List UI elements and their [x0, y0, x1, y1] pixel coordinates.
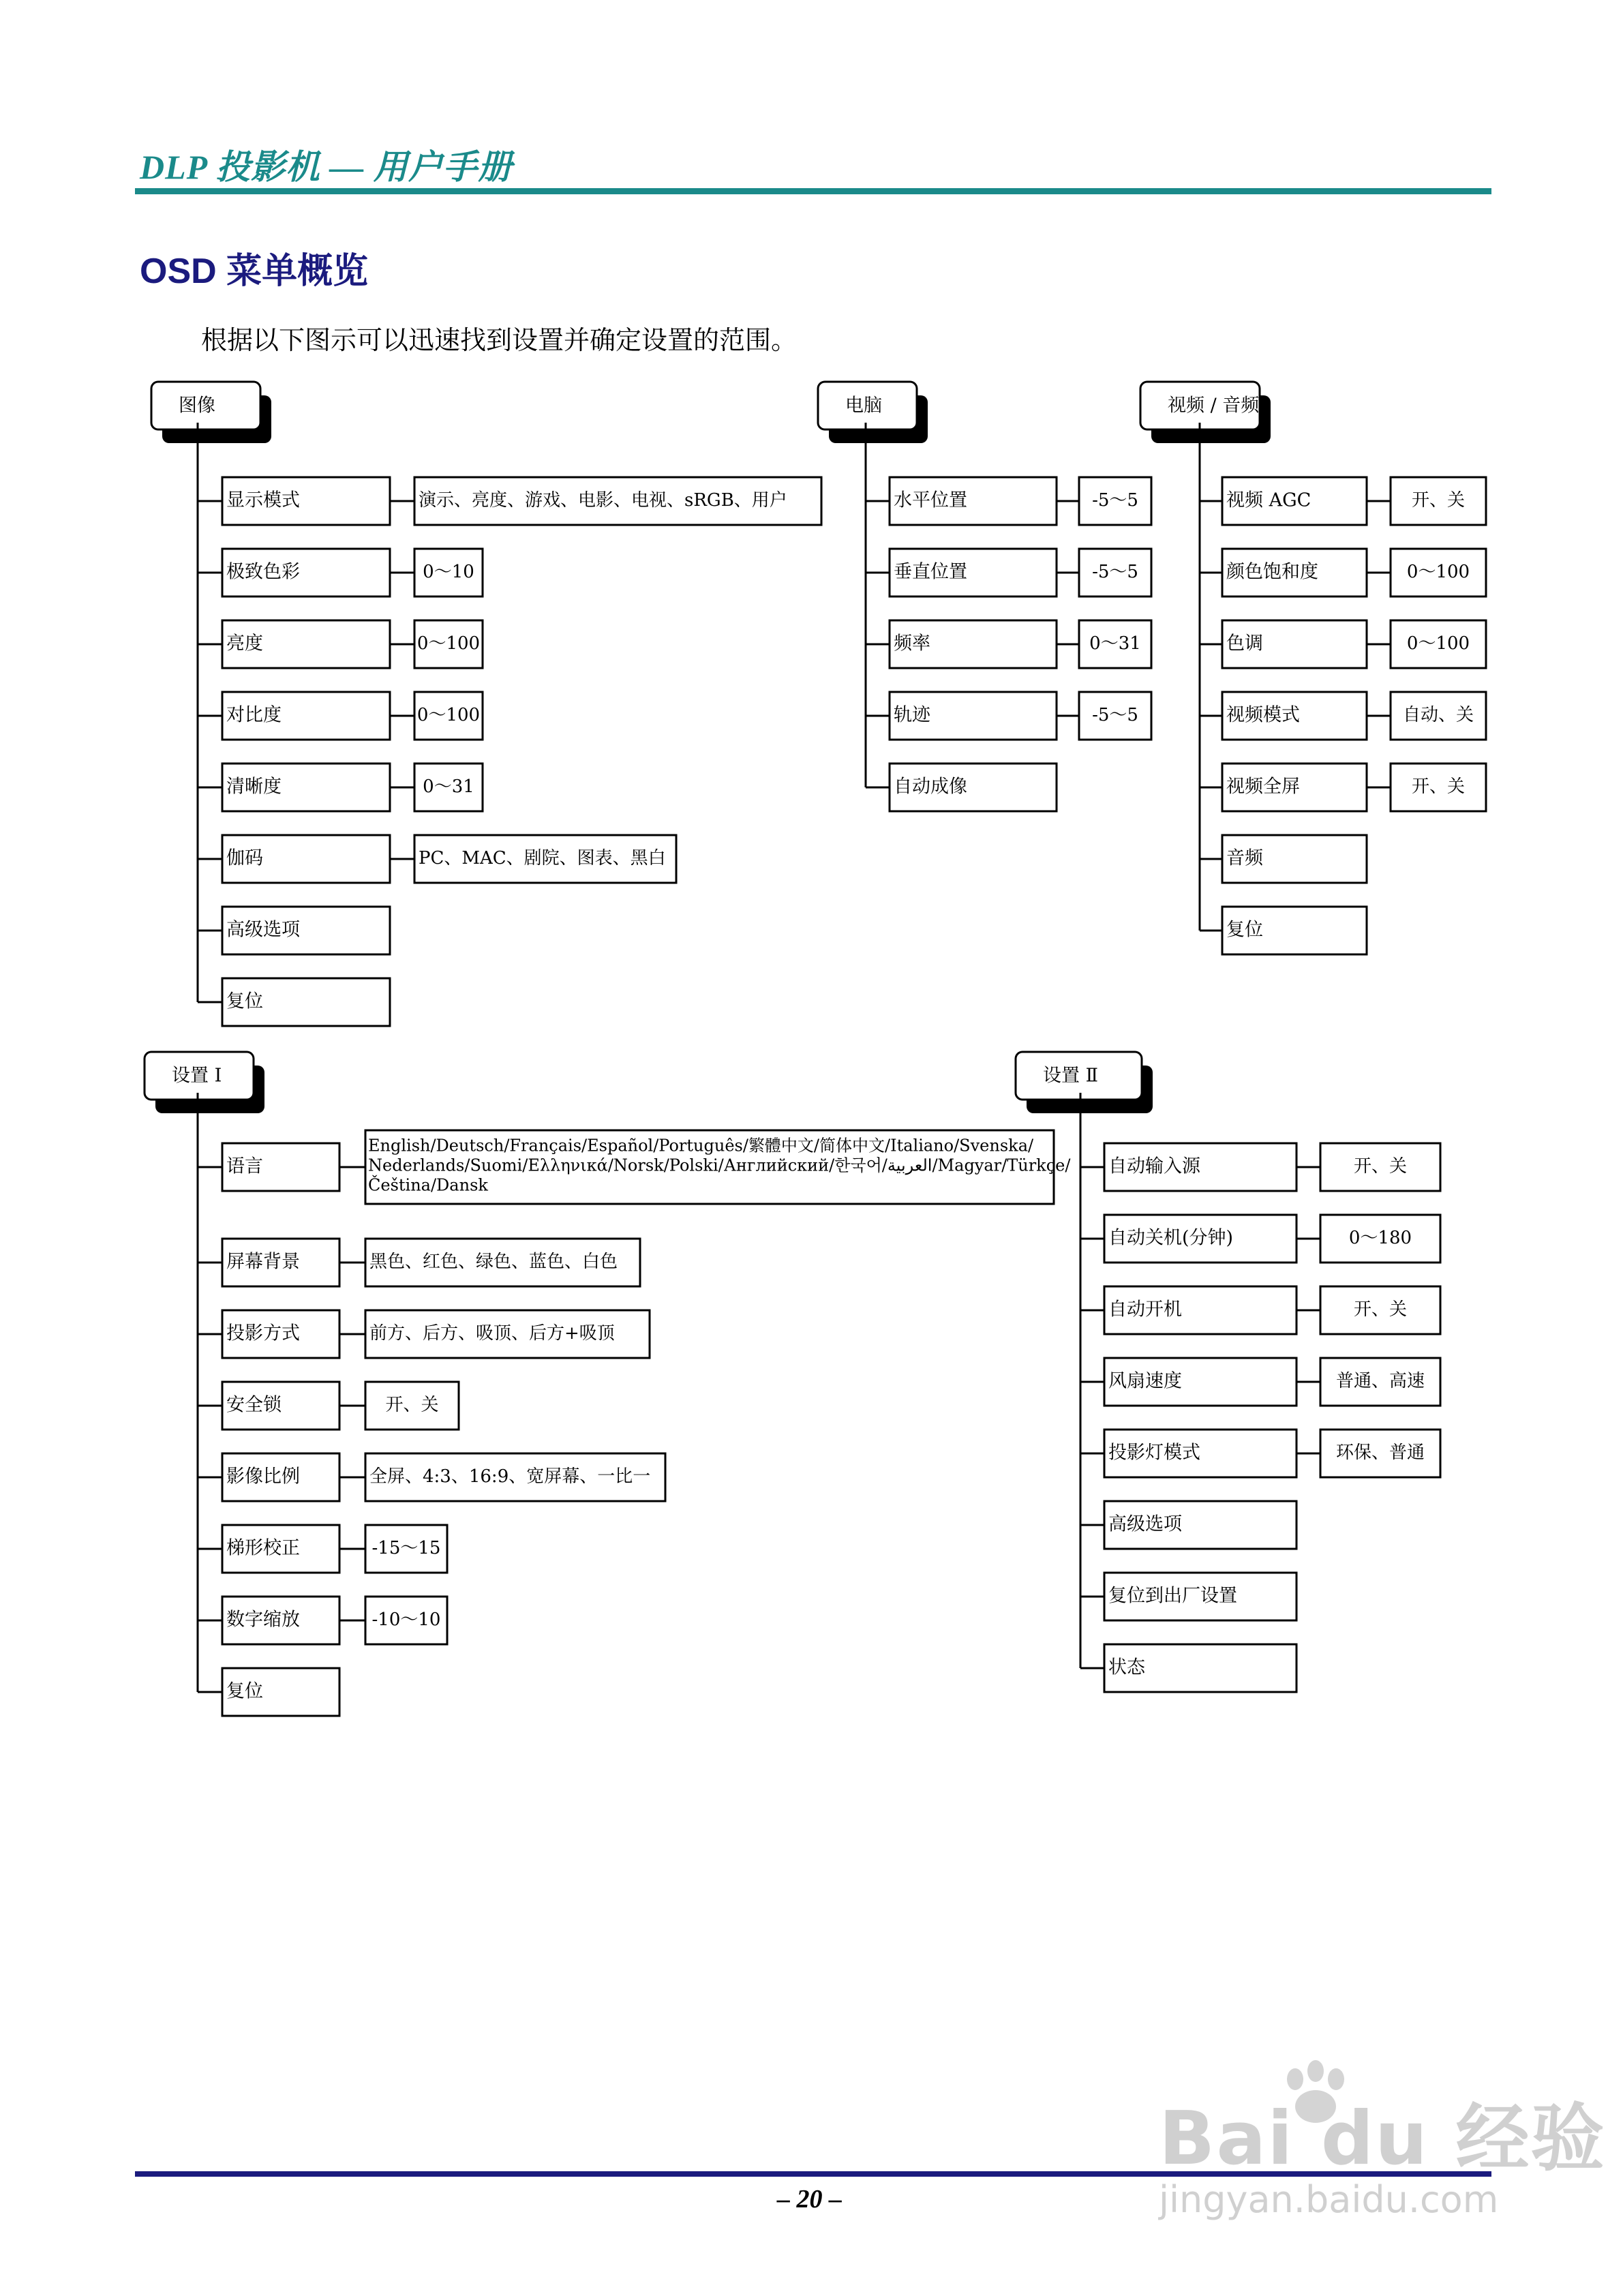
- menu-item-label: 伽码: [226, 847, 263, 869]
- menu-item-label: 投影灯模式: [1108, 1442, 1200, 1464]
- menu-item-label: 颜色饱和度: [1226, 561, 1318, 583]
- menu-item-label: 语言: [226, 1155, 263, 1177]
- value-range-text: 0～100: [1406, 562, 1470, 582]
- value-range-line: English/Deutsch/Français/Español/Português/繁體中文/简体中文/Italiano/Svenska/: [368, 1136, 1034, 1155]
- menu-item-label: 视频模式: [1226, 704, 1300, 726]
- section-title: OSD 菜单概览: [140, 252, 369, 291]
- value-range-text: 前方、后方、吸顶、后方+吸顶: [369, 1323, 615, 1344]
- menu-item-label: 梯形校正: [226, 1537, 300, 1559]
- menu-item-label: 数字缩放: [226, 1609, 300, 1631]
- menu-item-label: 音频: [1226, 847, 1263, 869]
- value-range-text: -5～5: [1092, 705, 1138, 725]
- watermark-url: jingyan.baidu.com: [1159, 2178, 1499, 2221]
- value-range-text: 0～100: [416, 633, 481, 654]
- menu-item-label: 安全锁: [226, 1394, 282, 1416]
- value-range-text: 开、关: [1353, 1156, 1408, 1177]
- value-range-text: 开、关: [1411, 776, 1466, 797]
- menu-item-label: 自动成像: [894, 776, 967, 798]
- value-range-line: Čeština/Dansk: [368, 1175, 488, 1195]
- menu-item-label: 复位: [226, 1680, 263, 1702]
- menu-item-label: 屏幕背景: [226, 1251, 300, 1273]
- menu-item-label: 复位: [1226, 919, 1263, 941]
- value-range-text: PC、MAC、剧院、图表、黑白: [419, 848, 666, 868]
- menu-item-label: 垂直位置: [894, 561, 967, 583]
- value-range-text: -10～10: [371, 1610, 441, 1630]
- menu-item-label: 色调: [1226, 633, 1263, 654]
- menu-item-label: 频率: [894, 633, 930, 654]
- value-range-text: 0～100: [1406, 633, 1470, 654]
- value-range-text: 0～31: [1089, 633, 1141, 654]
- intro-text: 根据以下图示可以迅速找到设置并确定设置的范围。: [201, 325, 798, 355]
- value-range-text: -5～5: [1092, 490, 1138, 511]
- page-number: – 20 –: [777, 2185, 842, 2214]
- menu-item-label: 自动输入源: [1108, 1155, 1200, 1177]
- menu-item-label: 状态: [1108, 1657, 1145, 1678]
- menu-item-label: 影像比例: [226, 1466, 300, 1487]
- value-range-text: 全屏、4:3、16:9、宽屏幕、一比一: [369, 1466, 651, 1487]
- menu-item-label: 对比度: [226, 704, 282, 726]
- menu-item-label: 自动开机: [1108, 1299, 1182, 1320]
- value-range-text: -15～15: [371, 1538, 441, 1558]
- menu-item-label: 轨迹: [894, 704, 930, 726]
- value-range-text: 0～100: [416, 705, 481, 725]
- group-title-computer: 电脑: [845, 395, 882, 417]
- value-range-text: 0～10: [423, 562, 474, 582]
- menu-item-label: 自动关机(分钟): [1108, 1227, 1234, 1249]
- value-range-line: Nederlands/Suomi/Ελληνικά/Norsk/Polski/Английский/한국어/العربية/Magyar/Türkçe/: [368, 1155, 1071, 1175]
- menu-item-label: 亮度: [226, 633, 263, 654]
- document-header-title: DLP 投影机 — 用户手册: [140, 148, 513, 186]
- group-title-setup2: 设置 Ⅱ: [1043, 1065, 1098, 1087]
- group-title-setup1: 设置 Ⅰ: [172, 1065, 222, 1087]
- menu-item-label: 视频 AGC: [1226, 489, 1311, 511]
- value-range-text: 自动、关: [1402, 705, 1474, 725]
- menu-item-label: 清晰度: [226, 776, 282, 798]
- group-title-video-audio: 视频 / 音频: [1168, 395, 1260, 417]
- menu-item-label: 投影方式: [226, 1323, 300, 1344]
- value-range-text: -5～5: [1092, 562, 1138, 582]
- watermark-brand: Bai du 经验: [1159, 2096, 1606, 2181]
- menu-item-label: 复位到出厂设置: [1108, 1585, 1237, 1607]
- menu-item-label: 高级选项: [226, 919, 300, 941]
- value-range-text: 演示、亮度、游戏、电影、电视、sRGB、用户: [419, 490, 787, 511]
- value-range-text: 0～180: [1348, 1228, 1412, 1248]
- value-range-text: 0～31: [423, 776, 474, 797]
- menu-item-label: 显示模式: [226, 489, 300, 511]
- menu-item-label: 复位: [226, 991, 263, 1012]
- menu-item-label: 水平位置: [894, 489, 967, 511]
- value-range-text: 开、关: [1411, 490, 1466, 511]
- menu-item-label: 高级选项: [1108, 1513, 1182, 1535]
- menu-item-label: 视频全屏: [1226, 776, 1300, 798]
- value-range-text: 开、关: [385, 1395, 439, 1415]
- value-range-text: 开、关: [1353, 1299, 1408, 1320]
- value-range-text: 环保、普通: [1335, 1442, 1425, 1463]
- value-range-text: 黑色、红色、绿色、蓝色、白色: [369, 1252, 618, 1272]
- menu-item-label: 极致色彩: [226, 561, 300, 583]
- value-range-text: 普通、高速: [1335, 1371, 1425, 1391]
- menu-item-label: 风扇速度: [1108, 1370, 1182, 1392]
- group-title-image: 图像: [179, 395, 215, 417]
